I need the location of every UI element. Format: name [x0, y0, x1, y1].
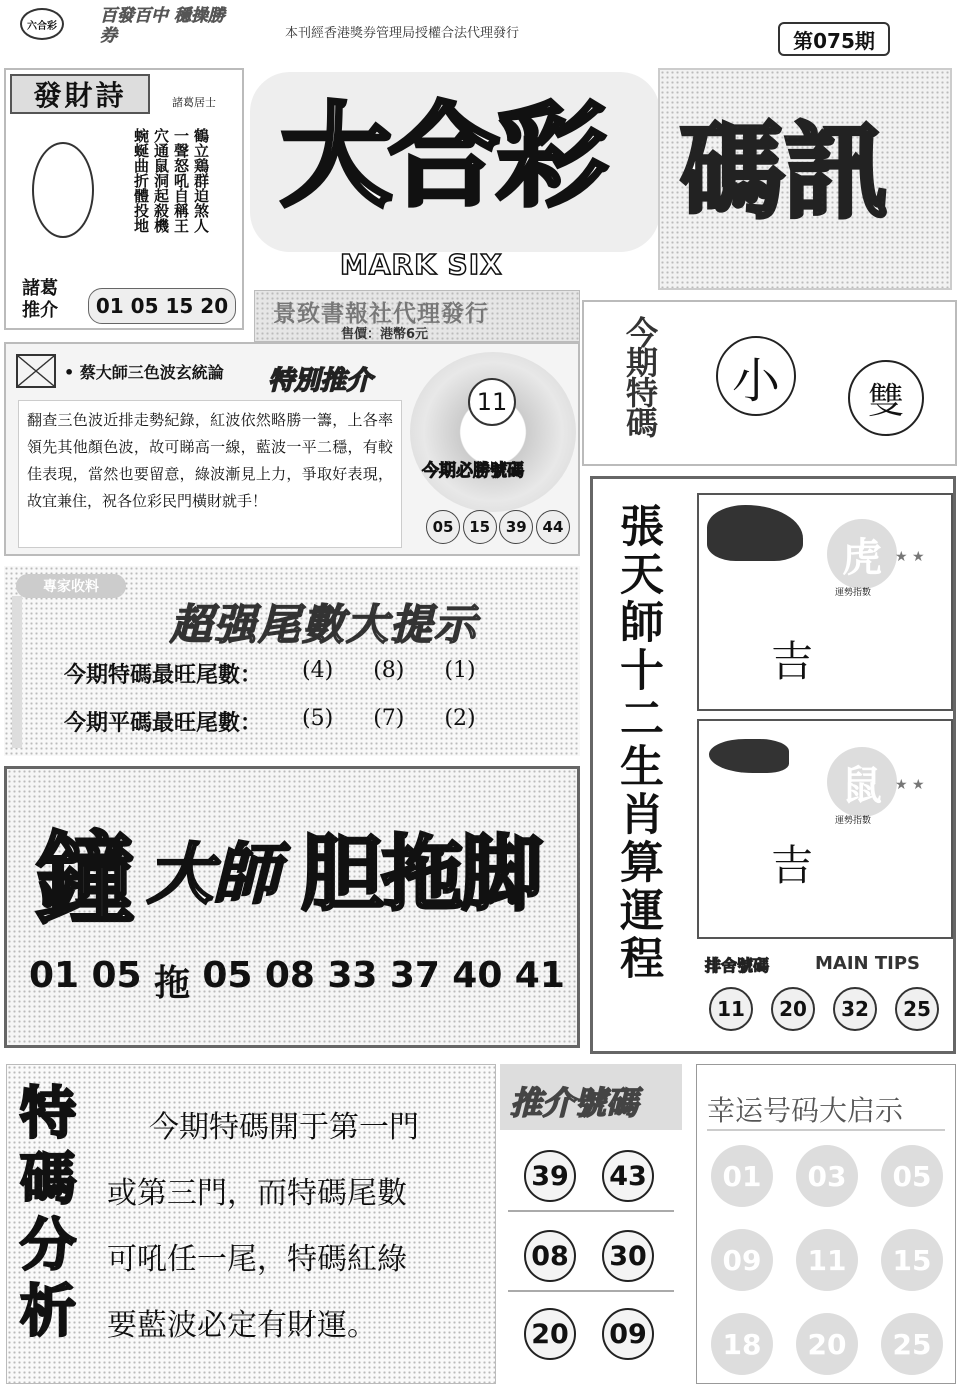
- lucky-grid: [711, 1145, 943, 1375]
- main-tips-numbers: [709, 987, 939, 1031]
- number-ball: 39: [499, 510, 533, 544]
- expert-tag: 專家收料: [16, 574, 126, 598]
- zodiac-animal-badge: 虎: [827, 519, 897, 589]
- price-label: 售價：港幣6元: [341, 327, 429, 342]
- color-wave-box: [4, 342, 580, 556]
- luck-result: 吉: [771, 637, 814, 686]
- recommend-row: [524, 1230, 654, 1282]
- number-ball: 43: [602, 1150, 654, 1202]
- number-ball: 11: [709, 987, 753, 1031]
- row-divider: [508, 1290, 674, 1292]
- must-win-label: 今期必勝號碼: [422, 461, 524, 481]
- poem-recommend-label: [22, 278, 58, 322]
- license-notice: 本刊經香港獎券管理局授權合法代理發行: [285, 26, 520, 41]
- master-number: 01: [29, 955, 80, 996]
- analysis-line: 或第三門，而特碼尾數: [107, 1176, 407, 1211]
- poem-title: 發財詩: [10, 74, 150, 114]
- zodiac-title: 張天師十二生肖算運程: [612, 503, 663, 983]
- rat-icon: [709, 739, 789, 773]
- master-title-2: 大師: [147, 836, 279, 913]
- issue-number: 第075期: [778, 22, 890, 56]
- analysis-box: [6, 1064, 496, 1384]
- cross-icon: [16, 354, 56, 388]
- number-ball: 15: [463, 510, 497, 544]
- must-win-ring: [410, 352, 576, 512]
- star-icons: ★ ★: [895, 549, 925, 565]
- master-box: [4, 766, 580, 1048]
- zodiac-animal-badge: 鼠: [827, 747, 897, 817]
- egg-icon: [32, 142, 94, 238]
- special-recommend-badge: 特別推介: [268, 366, 373, 396]
- color-wave-text: 翻查三色波近排走勢紀錄，紅波依然略勝一籌，上各率領先其他顏色波，故可睇高一線，藍波一平二穩，有較佳表現，當然也要留意，綠波漸見上力，爭取好表現，故宜兼住，祝各位彩民門橫財就手！: [18, 400, 402, 548]
- recommend-title: 推介號碼: [510, 1084, 639, 1122]
- luck-label: 運勢指數: [835, 588, 872, 598]
- tail-value: (8): [373, 658, 405, 683]
- number-ball: 09: [711, 1229, 773, 1291]
- special-box: [582, 300, 957, 466]
- slogan: 百發百中 穩操勝券: [100, 6, 225, 46]
- master-number: 40: [452, 955, 503, 996]
- poem-line: 穴通鼠洞起殺機: [152, 128, 170, 233]
- analysis-line: 今期特碼開于第一門: [149, 1110, 419, 1145]
- number-ball: 20: [524, 1308, 576, 1360]
- special-label: 今期特碼: [621, 316, 659, 436]
- number-ball: 09: [602, 1308, 654, 1360]
- lucky-title: 幸运号码大启示: [707, 1094, 904, 1127]
- tiger-icon: [707, 505, 803, 561]
- tail-value: (5): [302, 706, 334, 731]
- poem-line: 蜿蜒曲折體投地: [132, 128, 150, 233]
- recommend-box: [500, 1064, 682, 1384]
- master-number: 05: [202, 955, 253, 996]
- tail-row-special: [64, 658, 476, 689]
- recommend-label-line: 推介: [22, 300, 58, 321]
- lucky-title-underline: [707, 1129, 945, 1131]
- poem-box: [4, 68, 244, 330]
- luck-label: 運勢指數: [835, 816, 872, 826]
- publisher-name: 景致書報社代理發行: [273, 300, 489, 327]
- master-title-3: 胆拖脚: [301, 827, 542, 922]
- masthead-title: 大合彩: [280, 92, 604, 222]
- tail-value: (7): [373, 706, 405, 731]
- tail-value: (1): [444, 658, 476, 683]
- number-ball: 32: [833, 987, 877, 1031]
- zodiac-card-rat: [697, 719, 953, 939]
- size-circle: 小: [716, 336, 796, 416]
- zodiac-box: [590, 476, 956, 1054]
- logo-badge: 六合彩: [20, 8, 64, 40]
- parity-circle: 雙: [848, 360, 924, 436]
- header-bar: [0, 0, 959, 62]
- tail-box: [4, 566, 580, 756]
- analysis-line: 可吼任一尾，特碼紅綠: [107, 1242, 407, 1277]
- tail-left-bar: [12, 596, 22, 748]
- number-ball: 44: [536, 510, 570, 544]
- number-ball: 25: [881, 1313, 943, 1375]
- color-wave-heading: • 蔡大師三色波玄統論: [64, 363, 224, 382]
- poem-numbers: 01 05 15 20: [88, 288, 236, 324]
- master-number: 05: [91, 955, 142, 996]
- number-ball: 03: [796, 1145, 858, 1207]
- tail-row-label: 今期特碼最旺尾數：: [64, 662, 263, 688]
- number-ball: 18: [711, 1313, 773, 1375]
- lucky-box: [696, 1064, 956, 1384]
- mark-six-label: MARK SIX: [340, 248, 503, 281]
- tail-value: (2): [444, 706, 476, 731]
- masthead: [250, 62, 958, 290]
- analysis-title: 特碼分析: [11, 1083, 76, 1347]
- tail-row-label: 今期平碼最旺尾數：: [64, 710, 263, 736]
- analysis-line: 要藍波必定有財運。: [107, 1308, 377, 1343]
- main-tips-en: MAIN TIPS: [815, 953, 921, 974]
- tail-title: 超强尾數大提示: [170, 600, 479, 649]
- number-ball: 20: [771, 987, 815, 1031]
- star-icons: ★ ★: [895, 777, 925, 793]
- tail-row-normal: [64, 706, 476, 737]
- row-divider: [508, 1210, 674, 1212]
- number-ball: 39: [524, 1150, 576, 1202]
- poem-author: 諸葛居士: [172, 96, 216, 109]
- number-ball: 20: [796, 1313, 858, 1375]
- number-ball: 08: [524, 1230, 576, 1282]
- main-tips-cn: 排舍號碼: [705, 956, 770, 975]
- master-number: 33: [327, 955, 378, 996]
- publisher-bar: [254, 290, 580, 342]
- poem-line: 一聲怒吼自稱王: [172, 128, 190, 233]
- recommend-row: [524, 1150, 654, 1202]
- master-number: 08: [264, 955, 315, 996]
- tail-value: (4): [302, 658, 334, 683]
- must-win-numbers: [426, 510, 570, 544]
- number-ball: 11: [796, 1229, 858, 1291]
- zodiac-card-tiger: [697, 493, 953, 711]
- recommend-row: [524, 1308, 654, 1360]
- master-number: 41: [514, 955, 565, 996]
- number-ball: 30: [602, 1230, 654, 1282]
- number-ball: 25: [895, 987, 939, 1031]
- recommend-label-line: 諸葛: [22, 278, 58, 299]
- master-title-1: 鐘: [35, 821, 135, 938]
- must-win-ball: 11: [468, 378, 516, 426]
- number-ball: 01: [711, 1145, 773, 1207]
- master-drag-label: 拖: [153, 963, 190, 1004]
- number-ball: 05: [881, 1145, 943, 1207]
- poem-line: 鶴立鶏群迫煞人: [192, 128, 210, 233]
- masthead-side-title: 碼訊: [680, 111, 889, 233]
- master-number: 37: [389, 955, 440, 996]
- number-ball: 05: [426, 510, 460, 544]
- number-ball: 15: [881, 1229, 943, 1291]
- master-numbers: [29, 955, 565, 1006]
- analysis-text: [107, 1095, 419, 1359]
- luck-result: 吉: [771, 841, 814, 890]
